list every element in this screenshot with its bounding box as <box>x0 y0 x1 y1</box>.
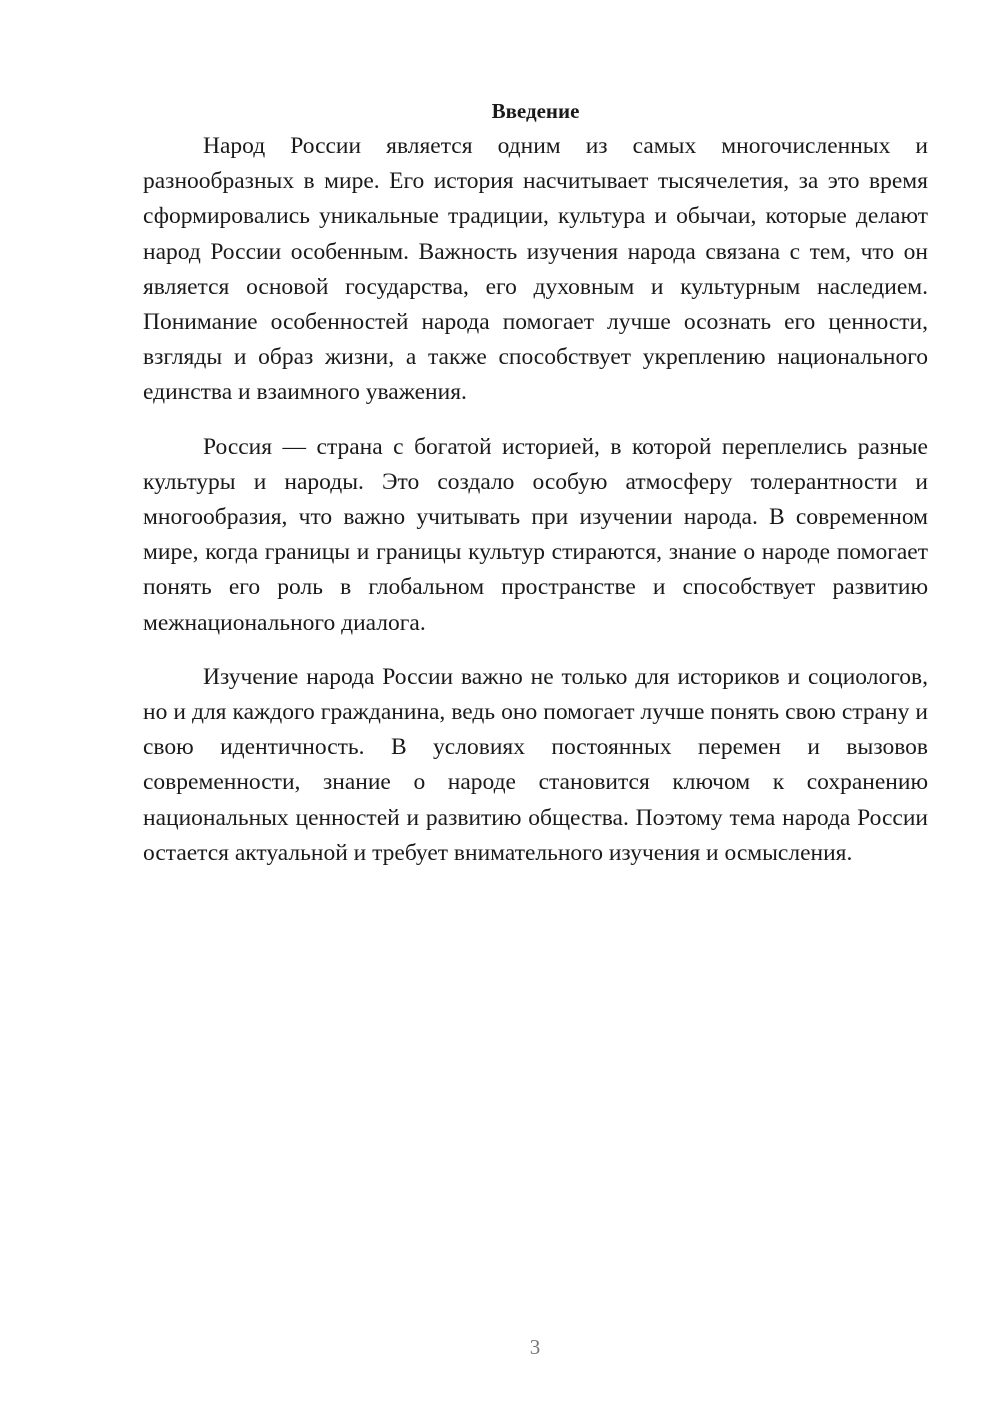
page-content <box>143 94 928 871</box>
paragraph-2: Россия — страна с богатой историей, в которой переплелись разные культуры и народы. Это создало особую атмосферу толерантности и многообразия, что важно учитывать при изучении народа. В современном мире, когда границы и границы культур стираются, знание о народе помогает понять его роль в глобальном пространстве и способствует развитию межнационального диалога. <box>143 433 928 636</box>
page-number: 3 <box>529 1335 541 1359</box>
paragraph-3: Изучение народа России важно не только для историков и социологов, но и для каждого гражданина, ведь оно помогает лучше понять свою страну и свою идентичность. В условиях постоянных перемен и вызовов современности, знание о народе становится ключом к сохранению национальных ценностей и развитию общества. Поэтому тема народа России остается актуальной и требует внимательного изучения и осмысления. <box>143 663 928 866</box>
paragraph-1: Народ России является одним из самых многочисленных и разнообразных в мире. Его история насчитывает тысячелетия, за это время сформировались уникальные традиции, культура и обычаи, которые делают народ России особенным. Важность изучения народа связана с тем, что он является основой государства, его духовным и культурным наследием. Понимание особенностей народа помогает лучше осознать его ценности, взгляды и образ жизни, а также способствует укреплению национального единства и взаимного уважения. <box>143 133 928 406</box>
section-heading: Введение <box>491 99 580 123</box>
